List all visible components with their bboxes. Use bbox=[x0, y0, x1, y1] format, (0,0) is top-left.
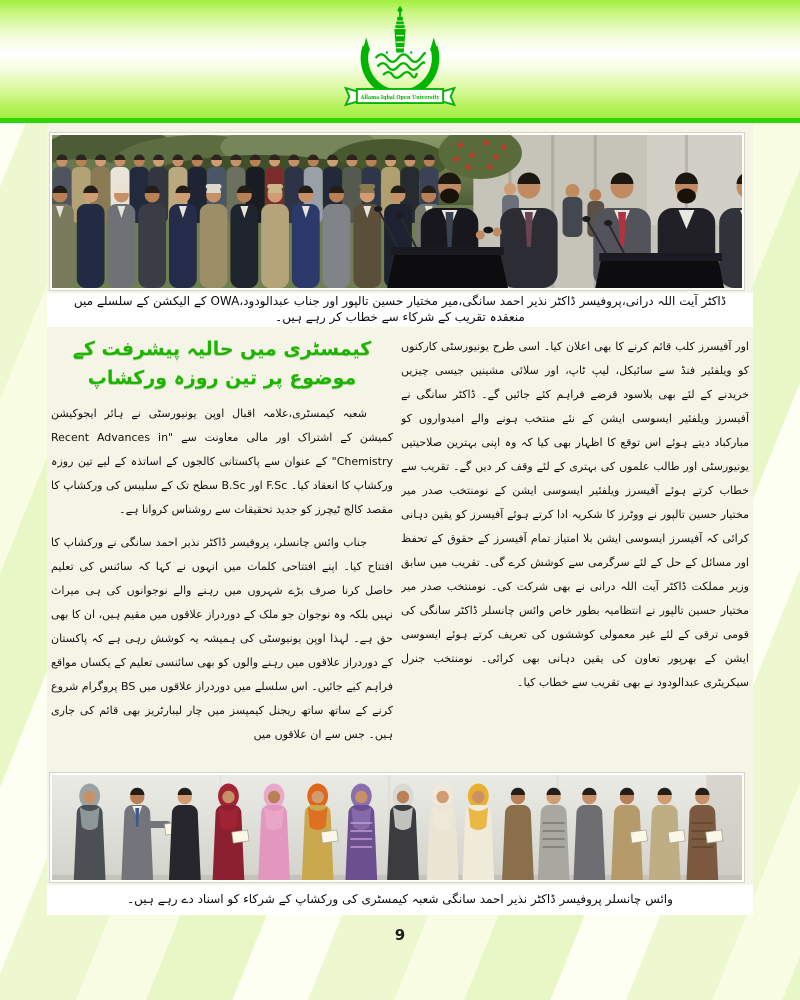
paragraph: شعبہ کیمسٹری،علامہ اقبال اوپن یونیورسٹی نے ہائر ایجوکیشن کمیشن کے اشتراک اور مالی معاونت سے "Recent Advances in Chemistry" کے عنوان سے پاکستانی کالجوں کے اساتذہ کے لیے تین روزہ ورکشاپ کا انعقاد کیا۔ F.Sc اور B.Sc سطح تک کے سلیبس کی ورکشاپ کا مقصد کالج ٹیچرز کو جدید تحقیقات سے روشناس کروانا ہے۔ bbox=[51, 407, 393, 516]
top-photo-scene bbox=[52, 135, 742, 288]
content-panel bbox=[47, 123, 753, 915]
photo-bottom-caption: وائس چانسلر پروفیسر ڈاکٹر نذیر احمد سانگی شعبہ کیمسٹری کی ورکشاپ کے شرکاء کو اسناد دے رہے ہیں۔ bbox=[47, 885, 753, 915]
article-headline: کیمسٹری میں حالیہ پیشرفت کے موضوع پر تین روزہ ورکشاپ bbox=[72, 338, 372, 389]
article bbox=[51, 335, 749, 771]
logo-banner-text: Allama Iqbal Open University bbox=[359, 94, 441, 101]
page-header bbox=[0, 0, 800, 118]
paragraph: جناب وائس چانسلر، پروفیسر ڈاکٹر نذیر احمد سانگی نے ورکشاپ کا افتتاح کیا۔ اپنے افتتاحی کلمات میں انہوں نے کہا کہ سائنس کی تعلیم حاصل کرنا صرف بڑے شہروں میں رہنے والے نوجوانوں کی ہی میراث نہیں بلکہ وہ نوجوان جو ملک کے دوردراز علاقوں میں مقیم ہیں، ان کا بھی حق ہے۔ لہذا اوپن یونیوسٹی کی ہمیشہ یہ کوشش رہی ہے کہ پاکستان کے دوردراز علاقوں میں رہنے والوں کو بھی سائنسی تعلیم کے یکساں مواقع فراہم کیے جائیں۔ اس سلسلے میں دوردراز علاقوں میں BS پروگرام شروع کرنے کے ساتھ ساتھ ریجنل کیمپسز میں چار لیبارٹریز بھی قائم کی جاری ہیں۔ جس سے ان علاقوں میں bbox=[51, 536, 393, 741]
article-column-right bbox=[401, 335, 749, 771]
calligraphy-icon bbox=[376, 53, 425, 78]
page-number: 9 bbox=[394, 926, 406, 944]
university-logo-icon bbox=[325, 3, 475, 115]
photo-bottom bbox=[50, 773, 744, 882]
paragraph: اور آفیسرز کلب قائم کرنے کا بھی اعلان کیا۔ اسی طرح یونیورسٹی کارکنوں کو ویلفئیر فنڈ سے سائیکل، لیپ ٹاپ، اور سلائی مشینیں جیسی چیزیں خریدنے کے لئے بھی بلاسود قرضے فراہم کئے جائیں گے۔ ڈاکٹر سانگی نے آفیسرز ویلفئیر ایسوسی ایشن کے نئے منتخب ہونے والے امیدواروں کو مبارکباد دیتے ہوئے اس توقع کا اظہار بھی کیا کہ وہ اپنی بہترین صلاحیتیں یونیورسٹی اور طالب علموں کی بہتری کے لئے وقف کر دیں گے۔ تقریب سے خطاب کرتے ہوئے آفیسرز ویلفئیر ایسوسی ایشن کے نومنتخب صدر میر مختیار حسین تالپور نے ووٹرز کا شکریہ ادا کرتے ہوئے آفیسرز کو یقین دہانی کرائی کہ آفیسرز ایسوسی ایشن بلا امتیاز تمام آفیسرز کے حقوق کے تحفظ اور مسائل کے حل کے لئے سرگرمی سے کوشش کرے گی۔ تقریب میں سابق وزیر مملکت ڈاکٹر آیت اللہ درانی نے بھی شرکت کی۔ نومنتخب صدر میر مختیار حسین تالپور نے انتظامیہ بطور خاص وائس چانسلر ڈاکٹر سانگی کی قومی ترقی کے لئے غیر معمولی کوششوں کی تعریف کرتے ہوئے ایسوسی ایشن کے بھرپور تعاون کی یقین دہانی بھی کرائی۔ نومنتخب جنرل سیکریٹری عبدالودود نے بھی تقریب سے خطاب کیا۔ bbox=[401, 340, 749, 689]
article-column-left bbox=[51, 335, 393, 771]
bottom-photo-scene bbox=[52, 775, 742, 880]
photo-top-caption: ڈاکٹر آیت اللہ درانی،پروفیسر ڈاکٹر نذیر احمد سانگی،میر مختیار حسین تالپور اور جناب عبدالودود،OWA کے الیکشن کے سلسلے میں منعقدہ تقریب کے شرکاء سے خطاب کر رہے ہیں۔ bbox=[47, 293, 753, 327]
photo-top bbox=[50, 133, 744, 290]
